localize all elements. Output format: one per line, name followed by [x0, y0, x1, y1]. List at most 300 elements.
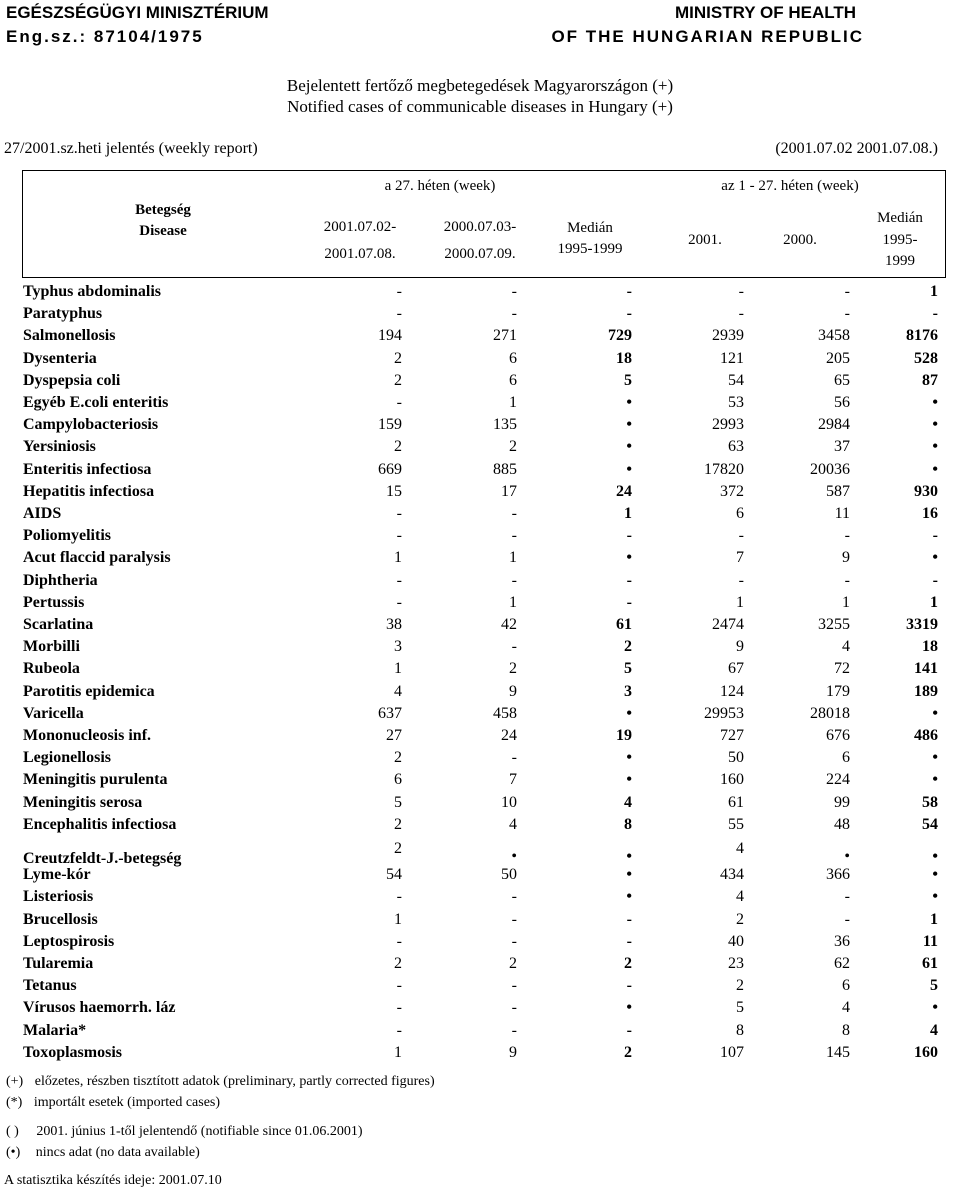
- disease-name: Meningitis purulenta: [23, 771, 168, 789]
- table-cell: -: [626, 977, 632, 995]
- table-cell: 160: [914, 1043, 938, 1061]
- table-cell: 9: [509, 1043, 517, 1061]
- table-cell: -: [396, 932, 402, 950]
- table-row: [0, 999, 960, 1021]
- table-cell: 42: [501, 616, 517, 633]
- table-row: [0, 771, 960, 793]
- table-cell: 107: [720, 1043, 744, 1061]
- table-cell: 3458: [818, 327, 850, 345]
- disease-name: Parotitis epidemica: [23, 682, 155, 700]
- disease-name: Enteritis infectiosa: [23, 460, 152, 478]
- table-cell: 67: [728, 660, 744, 678]
- disease-name: Leptospirosis: [23, 932, 115, 950]
- table-cell: -: [844, 910, 850, 928]
- table-cell: 1: [394, 910, 402, 928]
- table-cell: -: [511, 932, 517, 950]
- table-cell: 1: [394, 660, 402, 678]
- table-cell: •: [932, 549, 938, 567]
- table-cell: 6: [509, 371, 517, 389]
- disease-name: Tetanus: [23, 977, 77, 995]
- table-cell: 1: [394, 549, 402, 567]
- disease-name: Dysenteria: [23, 349, 97, 367]
- table-cell: -: [932, 571, 938, 589]
- table-cell: 2993: [712, 416, 744, 434]
- ministry-name-en: MINISTRY OF HEALTH: [674, 3, 856, 22]
- disease-name: Mononucleosis inf.: [23, 727, 152, 744]
- report-label: 27/2001.sz.heti jelentés (weekly report): [4, 140, 258, 157]
- disease-name: Morbilli: [23, 638, 80, 656]
- table-cell: 18: [616, 349, 632, 367]
- table-row: [0, 572, 960, 594]
- table-cell: -: [738, 283, 744, 300]
- disease-name: Campylobacteriosis: [23, 416, 159, 434]
- table-cell: 99: [834, 793, 850, 811]
- table-cell: 4: [736, 888, 744, 906]
- table-cell: -: [511, 1021, 517, 1039]
- table-cell: 1: [509, 394, 517, 411]
- table-cell: •: [626, 749, 632, 767]
- table-cell: -: [626, 593, 632, 611]
- table-cell: 2: [624, 1043, 632, 1061]
- table-cell: -: [396, 888, 402, 906]
- table-cell: 24: [501, 727, 517, 744]
- disease-name: Salmonellosis: [23, 327, 116, 345]
- col-week-2000-start: 2000.07.03-: [443, 219, 517, 235]
- table-cell: •: [844, 848, 850, 865]
- table-cell: 65: [834, 371, 850, 389]
- table-cell: 669: [378, 460, 402, 478]
- table-cell: 3255: [818, 616, 850, 633]
- table-cell: 19: [616, 727, 632, 744]
- table-cell: •: [932, 438, 938, 456]
- table-cell: 9: [509, 682, 517, 700]
- table-cell: •: [626, 771, 632, 789]
- disease-name: Paratyphus: [23, 305, 103, 323]
- table-cell: •: [511, 848, 517, 865]
- col-week-2001-end: 2001.07.08.: [324, 246, 396, 262]
- republic-name-en: OF THE HUNGARIAN REPUBLIC: [551, 27, 864, 46]
- table-row: [0, 705, 960, 727]
- table-cell: •: [932, 771, 938, 789]
- table-cell: 885: [493, 460, 517, 478]
- table-cell: 2: [394, 815, 402, 833]
- table-cell: -: [511, 638, 517, 656]
- table-cell: 2: [509, 438, 517, 456]
- table-cell: 9: [736, 638, 744, 656]
- title-hu: Bejelentett fertőző megbetegedések Magyarországon (+): [286, 76, 674, 95]
- table-cell: 1: [624, 505, 632, 522]
- table-row: [0, 683, 960, 705]
- footnote-notifiable: [6, 1124, 363, 1140]
- footnote-imported: [6, 1095, 220, 1111]
- table-cell: 224: [826, 771, 850, 789]
- table-cell: 7: [736, 549, 744, 567]
- table-cell: 8176: [906, 327, 938, 345]
- table-cell: 6: [842, 749, 850, 767]
- table-cell: 366: [826, 866, 850, 884]
- table-cell: 135: [493, 416, 517, 434]
- disease-name: Scarlatina: [23, 616, 94, 633]
- footnote-bullet-text: nincs adat (no data available): [35, 1145, 200, 1160]
- table-cell: 54: [386, 866, 402, 884]
- table-cell: 11: [834, 505, 850, 522]
- table-cell: 15: [386, 482, 402, 500]
- table-cell: -: [396, 394, 402, 411]
- table-cell: 141: [914, 660, 938, 678]
- disease-name: Poliomyelitis: [23, 527, 111, 545]
- table-cell: 61: [728, 793, 744, 811]
- table-cell: 61: [616, 616, 632, 633]
- table-cell: 24: [616, 482, 632, 500]
- col-disease-hu: Betegség: [135, 202, 191, 218]
- table-cell: 50: [728, 749, 744, 767]
- table-cell: -: [626, 910, 632, 928]
- table-cell: -: [738, 527, 744, 545]
- table-cell: -: [396, 977, 402, 995]
- table-cell: -: [626, 932, 632, 950]
- table-cell: 1: [509, 549, 517, 567]
- table-cell: 53: [728, 394, 744, 411]
- title-en: Notified cases of communicable diseases in Hungary (+): [287, 97, 673, 116]
- table-cell: 36: [834, 932, 850, 950]
- table-cell: 3319: [906, 616, 938, 633]
- disease-name: Lyme-kór: [23, 866, 91, 884]
- table-row: [0, 866, 960, 888]
- table-cell: 16: [922, 505, 938, 522]
- table-cell: -: [396, 571, 402, 589]
- table-cell: 48: [834, 815, 850, 833]
- table-cell: 7: [509, 771, 517, 789]
- table-cell: •: [626, 438, 632, 456]
- table-cell: 1: [394, 1043, 402, 1061]
- disease-name: Rubeola: [23, 660, 80, 678]
- table-row: [0, 816, 960, 838]
- table-cell: -: [626, 527, 632, 545]
- table-row: [0, 350, 960, 372]
- table-cell: •: [932, 866, 938, 884]
- table-cell: -: [626, 305, 632, 323]
- table-cell: 4: [624, 793, 632, 811]
- table-cell: -: [626, 1021, 632, 1039]
- footnote-paren-mark: ( ): [6, 1124, 19, 1139]
- footnote-preliminary: [6, 1074, 435, 1090]
- table-cell: •: [626, 460, 632, 478]
- col-week-2000-end: 2000.07.09.: [444, 246, 516, 262]
- table-row: [0, 461, 960, 483]
- table-cell: 54: [922, 815, 938, 833]
- table-cell: 2: [394, 749, 402, 767]
- table-cell: 189: [914, 682, 938, 700]
- table-cell: 8: [624, 815, 632, 833]
- table-cell: 2: [736, 910, 744, 928]
- table-cell: 29953: [704, 704, 744, 722]
- table-cell: -: [932, 527, 938, 545]
- table-row: [0, 483, 960, 505]
- table-row: [0, 416, 960, 438]
- col-cum-2000: 2000.: [783, 232, 817, 248]
- table-cell: -: [844, 305, 850, 323]
- table-cell: 160: [720, 771, 744, 789]
- disease-name: Encephalitis infectiosa: [23, 815, 177, 833]
- disease-name: Brucellosis: [23, 910, 98, 928]
- table-cell: •: [626, 888, 632, 906]
- footnote-bullet-mark: (•): [6, 1145, 21, 1160]
- table-cell: 458: [493, 704, 517, 722]
- table-cell: 121: [720, 349, 744, 367]
- table-cell: 55: [728, 815, 744, 833]
- table-cell: 2: [394, 955, 402, 972]
- table-row: [0, 1022, 960, 1044]
- table-cell: 2: [736, 977, 744, 995]
- table-cell: -: [738, 305, 744, 323]
- col-disease-en: Disease: [139, 223, 187, 239]
- footnote-plus-mark: (+): [6, 1074, 24, 1089]
- table-cell: 4: [509, 815, 517, 833]
- table-row: [0, 327, 960, 349]
- table-row: [0, 394, 960, 416]
- table-row: [0, 955, 960, 977]
- table-cell: 676: [826, 727, 850, 744]
- table-cell: 17820: [704, 460, 744, 478]
- table-row: [0, 933, 960, 955]
- table-cell: 6: [842, 977, 850, 995]
- table-cell: 2: [509, 955, 517, 972]
- footnote-star-mark: (*): [6, 1095, 23, 1110]
- table-cell: 637: [378, 704, 402, 722]
- col-week-median-label: Medián: [567, 220, 613, 236]
- table-cell: •: [626, 999, 632, 1017]
- table-cell: -: [738, 571, 744, 589]
- disease-name: Toxoplasmosis: [23, 1043, 122, 1061]
- disease-name: Diphtheria: [23, 571, 98, 589]
- table-cell: •: [932, 394, 938, 411]
- table-cell: -: [511, 305, 517, 323]
- table-cell: 486: [914, 727, 938, 744]
- col-cum-median-years: 1995-: [882, 232, 918, 248]
- table-cell: 72: [834, 660, 850, 678]
- table-cell: -: [511, 571, 517, 589]
- table-cell: •: [932, 704, 938, 722]
- table-cell: 5: [394, 793, 402, 811]
- table-cell: 8: [842, 1021, 850, 1039]
- table-cell: 271: [493, 327, 517, 345]
- disease-name: Yersiniosis: [23, 438, 96, 456]
- table-cell: 11: [922, 932, 938, 950]
- table-cell: 4: [842, 638, 850, 656]
- table-cell: -: [511, 749, 517, 767]
- table-row: [0, 438, 960, 460]
- table-cell: •: [626, 394, 632, 411]
- col-cum-2001: 2001.: [688, 232, 722, 248]
- table-cell: 58: [922, 793, 938, 811]
- footnote-paren-text: 2001. június 1-től jelentendő (notifiable since 01.06.2001): [36, 1124, 363, 1139]
- table-cell: -: [844, 571, 850, 589]
- table-cell: 1: [842, 593, 850, 611]
- table-cell: -: [396, 1021, 402, 1039]
- col-week-median-years: 1995-1999: [557, 241, 623, 257]
- disease-name: Egyéb E.coli enteritis: [23, 394, 169, 411]
- table-cell: 18: [922, 638, 938, 656]
- disease-name: Creutzfeldt-J.-betegség: [23, 850, 182, 867]
- table-row: [0, 1044, 960, 1066]
- table-cell: 2: [394, 840, 402, 857]
- table-cell: 62: [834, 955, 850, 972]
- disease-name: Legionellosis: [23, 749, 112, 767]
- table-cell: 6: [509, 349, 517, 367]
- table-cell: -: [844, 527, 850, 545]
- table-cell: -: [396, 593, 402, 611]
- table-cell: 372: [720, 482, 744, 500]
- footnote-no-data: [6, 1145, 200, 1161]
- table-cell: 5: [930, 977, 938, 995]
- table-cell: 930: [914, 482, 938, 500]
- table-cell: 10: [501, 793, 517, 811]
- table-cell: •: [932, 888, 938, 906]
- disease-name: Meningitis serosa: [23, 793, 143, 811]
- table-cell: 2: [394, 349, 402, 367]
- table-cell: -: [511, 977, 517, 995]
- table-cell: 4: [736, 840, 744, 857]
- col-cum-median-years-end: 1999: [885, 253, 915, 269]
- table-cell: 145: [826, 1043, 850, 1061]
- table-row: [0, 616, 960, 638]
- table-cell: 6: [394, 771, 402, 789]
- report-period: (2001.07.02 2001.07.08.): [775, 140, 938, 157]
- table-cell: 1: [930, 283, 938, 300]
- table-cell: 587: [826, 482, 850, 500]
- table-cell: 2: [394, 371, 402, 389]
- table-cell: 50: [501, 866, 517, 884]
- table-cell: 1: [509, 593, 517, 611]
- table-row: [0, 727, 960, 749]
- table-cell: -: [844, 888, 850, 906]
- table-cell: -: [511, 888, 517, 906]
- col-week-2001-start: 2001.07.02-: [323, 219, 397, 235]
- table-cell: 6: [736, 505, 744, 522]
- table-row: [0, 549, 960, 571]
- table-cell: •: [626, 866, 632, 884]
- table-cell: -: [511, 999, 517, 1017]
- disease-name: Dyspepsia coli: [23, 371, 121, 389]
- disease-name: Hepatitis infectiosa: [23, 482, 155, 500]
- table-cell: •: [932, 460, 938, 478]
- table-row: [0, 911, 960, 933]
- table-cell: 124: [720, 682, 744, 700]
- table-cell: 40: [728, 932, 744, 950]
- table-cell: -: [396, 305, 402, 323]
- table-cell: 28018: [810, 704, 850, 722]
- table-row: [0, 594, 960, 616]
- disease-name: Varicella: [23, 704, 84, 722]
- table-cell: 1: [930, 593, 938, 611]
- table-cell: •: [626, 416, 632, 434]
- table-cell: 3: [624, 682, 632, 700]
- table-row: [0, 305, 960, 327]
- table-cell: 2: [624, 638, 632, 656]
- table-cell: 5: [624, 660, 632, 678]
- table-cell: 194: [378, 327, 402, 345]
- disease-name: Malaria*: [23, 1021, 87, 1039]
- disease-name: Pertussis: [23, 593, 85, 611]
- table-cell: -: [396, 527, 402, 545]
- table-cell: 54: [728, 371, 744, 389]
- table-cell: 528: [914, 349, 938, 367]
- table-cell: 37: [834, 438, 850, 456]
- disease-name: Acut flaccid paralysis: [23, 549, 171, 567]
- table-row: [0, 749, 960, 771]
- table-cell: -: [511, 505, 517, 522]
- table-cell: 56: [834, 394, 850, 411]
- col-group-week: a 27. héten (week): [384, 178, 496, 194]
- table-cell: -: [511, 283, 517, 300]
- table-cell: 5: [624, 371, 632, 389]
- disease-name: Tularemia: [23, 955, 94, 972]
- disease-name: Listeriosis: [23, 888, 94, 906]
- table-cell: -: [932, 305, 938, 323]
- table-cell: 4: [930, 1021, 938, 1039]
- table-row: [0, 505, 960, 527]
- table-cell: 4: [842, 999, 850, 1017]
- table-cell: 2474: [712, 616, 744, 633]
- table-cell: •: [626, 704, 632, 722]
- table-cell: •: [932, 749, 938, 767]
- col-group-cumulative: az 1 - 27. héten (week): [721, 178, 859, 194]
- disease-name: Vírusos haemorrh. láz: [23, 999, 176, 1017]
- generated-date: A statisztika készítés ideje: 2001.07.10: [4, 1173, 222, 1188]
- table-cell: 17: [501, 482, 517, 500]
- table-cell: 5: [736, 999, 744, 1017]
- table-cell: 38: [386, 616, 402, 633]
- table-cell: 27: [386, 727, 402, 744]
- table-cell: 159: [378, 416, 402, 434]
- table-cell: 20036: [810, 460, 850, 478]
- table-cell: 2984: [818, 416, 850, 434]
- table-cell: 2939: [712, 327, 744, 345]
- table-row: [0, 977, 960, 999]
- table-cell: 23: [728, 955, 744, 972]
- table-cell: -: [396, 505, 402, 522]
- table-row: [0, 794, 960, 816]
- table-cell: •: [626, 549, 632, 567]
- table-cell: •: [932, 848, 938, 865]
- table-cell: -: [511, 527, 517, 545]
- table-cell: -: [626, 283, 632, 300]
- footnote-star-text: importált esetek (imported cases): [33, 1095, 221, 1110]
- table-cell: 61: [922, 955, 938, 972]
- table-cell: 1: [930, 910, 938, 928]
- table-cell: 1: [736, 593, 744, 611]
- table-cell: 9: [842, 549, 850, 567]
- table-cell: •: [626, 848, 632, 865]
- table-cell: 4: [394, 682, 402, 700]
- table-row: [0, 527, 960, 549]
- table-cell: 2: [394, 438, 402, 456]
- table-row: [0, 283, 960, 305]
- table-cell: -: [626, 571, 632, 589]
- table-cell: 727: [720, 727, 744, 744]
- table-row: [0, 372, 960, 394]
- table-cell: 179: [826, 682, 850, 700]
- table-cell: 205: [826, 349, 850, 367]
- table-cell: -: [396, 999, 402, 1017]
- ministry-name-hu: EGÉSZSÉGÜGYI MINISZTÉRIUM: [6, 3, 269, 22]
- table-row: [0, 888, 960, 910]
- table-row: [0, 840, 960, 867]
- table-cell: 729: [608, 327, 632, 345]
- footnote-plus-text: előzetes, részben tisztított adatok (preliminary, partly corrected figures): [34, 1074, 435, 1089]
- table-cell: -: [511, 910, 517, 928]
- table-cell: -: [844, 283, 850, 300]
